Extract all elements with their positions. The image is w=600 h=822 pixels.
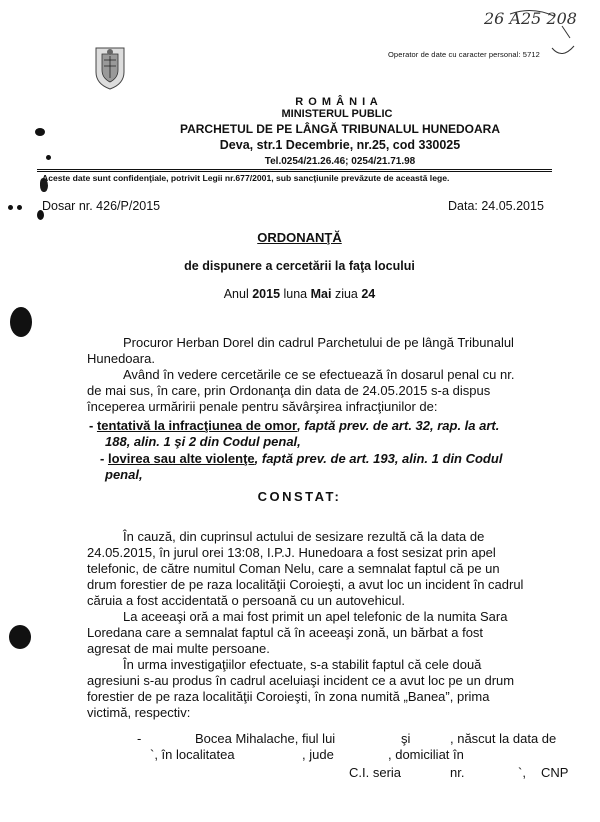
offense-item: 188, alin. 1 şi 2 din Codul penal,: [105, 434, 301, 449]
section-heading: CONSTAT:: [257, 489, 342, 504]
body-line: În cauză, din cuprinsul actului de sesizare rezultă că la data de: [123, 529, 485, 544]
victim-line: CNP: [541, 765, 569, 780]
body-line: 24.05.2015, în jurul orei 13:08, I.P.J. Hunedoara a fost sesizat prin apel: [87, 545, 496, 560]
body-line: căruia a fost accidentată o persoană cu un autovehicul.: [87, 593, 405, 608]
ink-mark: [8, 205, 13, 210]
body-line: La aceeaşi oră a mai fost primit un apel telefonic de la numita Sara: [123, 609, 508, 624]
handwritten-annotation-icon: [482, 4, 582, 64]
body-line: agresiuni s-au produs în cadrul aceluiaşi incident ce a avut loc pe un drum: [87, 673, 515, 688]
victim-line: Bocea Mihalache, fiul lui: [195, 731, 336, 746]
victim-line: `, în localitatea: [150, 747, 235, 762]
victim-line: nr.: [450, 765, 465, 780]
ink-mark: [10, 307, 32, 337]
year-line: Anul 2015 luna Mai ziua 24: [223, 287, 376, 301]
case-number: Dosar nr. 426/P/2015: [42, 199, 161, 213]
victim-line: `,: [518, 765, 526, 780]
offense-item: - lovirea sau alte violenţe, faptă prev. de art. 193, alin. 1 din Codul: [100, 451, 503, 466]
romania-coat-of-arms-icon: [92, 44, 128, 90]
victim-line: şi: [401, 731, 411, 746]
ink-mark: [9, 625, 31, 649]
intro-line: Hunedoara.: [87, 351, 155, 366]
para-line: Având în vedere cercetările ce se efectuează în dosarul penal cu nr.: [123, 367, 515, 382]
body-line: victimă, respectiv:: [87, 705, 191, 720]
document-title: ORDONANŢĂ: [257, 230, 342, 245]
victim-line: , domiciliat în: [388, 747, 464, 762]
header-ministry: MINISTERUL PUBLIC: [281, 108, 393, 120]
intro-line: Procuror Herban Dorel din cadrul Parchetului de pe lângă Tribunalul: [123, 335, 514, 350]
body-line: Loredana care a semnalat faptul că în aceeaşi zonă, un bărbat a fost: [87, 625, 484, 640]
body-line: În urma investigaţiilor efectuate, s-a stabilit faptul că cele două: [123, 657, 482, 672]
header-address: Deva, str.1 Decembrie, nr.25, cod 330025: [219, 138, 461, 152]
offense-item: - tentativă la infracţiunea de omor, faptă prev. de art. 32, rap. la art.: [89, 418, 500, 433]
header-institution: PARCHETUL DE PE LÂNGĂ TRIBUNALUL HUNEDOARA: [179, 122, 500, 136]
handwritten-text: 26 A25 208: [484, 9, 577, 28]
victim-line: , născut la data de: [450, 731, 557, 746]
header-country: R O M Â N I A: [295, 96, 379, 108]
ink-mark: [17, 205, 22, 210]
victim-line: C.I. seria: [349, 765, 402, 780]
body-line: agresat de mai multe persoane.: [87, 641, 270, 656]
operator-number: Operator de date cu caracter personal: 5712: [388, 50, 540, 59]
confidential-notice: Aceste date sunt confidenţiale, potrivit Legii nr.677/2001, sub sancţiunile prevăzute de această lege.: [42, 173, 450, 183]
victim-line: , jude: [302, 747, 334, 762]
body-line: forestier de pe raza localităţii Coroieşti, în zona numită „Banea”, prima: [87, 689, 490, 704]
body-line: drum forestier de pe raza localităţii Coroieşti, a avut loc un incident în cadrul: [87, 577, 524, 592]
victim-dash: -: [137, 731, 142, 746]
para-line: începerea urmăririi penale pentru săvârşirea infracţiunilor de:: [87, 399, 438, 414]
header-divider: [37, 169, 552, 170]
document-subtitle: de dispunere a cercetării la faţa locului: [184, 259, 415, 273]
para-line: de mai sus, în care, prin Ordonanţa din data de 24.05.2015 s-a dispus: [87, 383, 491, 398]
header-phone: Tel.0254/21.26.46; 0254/21.71.98: [264, 156, 416, 167]
document-date: Data: 24.05.2015: [448, 199, 544, 213]
body-line: telefonic, de către numitul Coman Nelu, care a semnalat faptul că pe un: [87, 561, 500, 576]
offense-item: penal,: [105, 467, 143, 482]
header-divider: [37, 171, 552, 172]
